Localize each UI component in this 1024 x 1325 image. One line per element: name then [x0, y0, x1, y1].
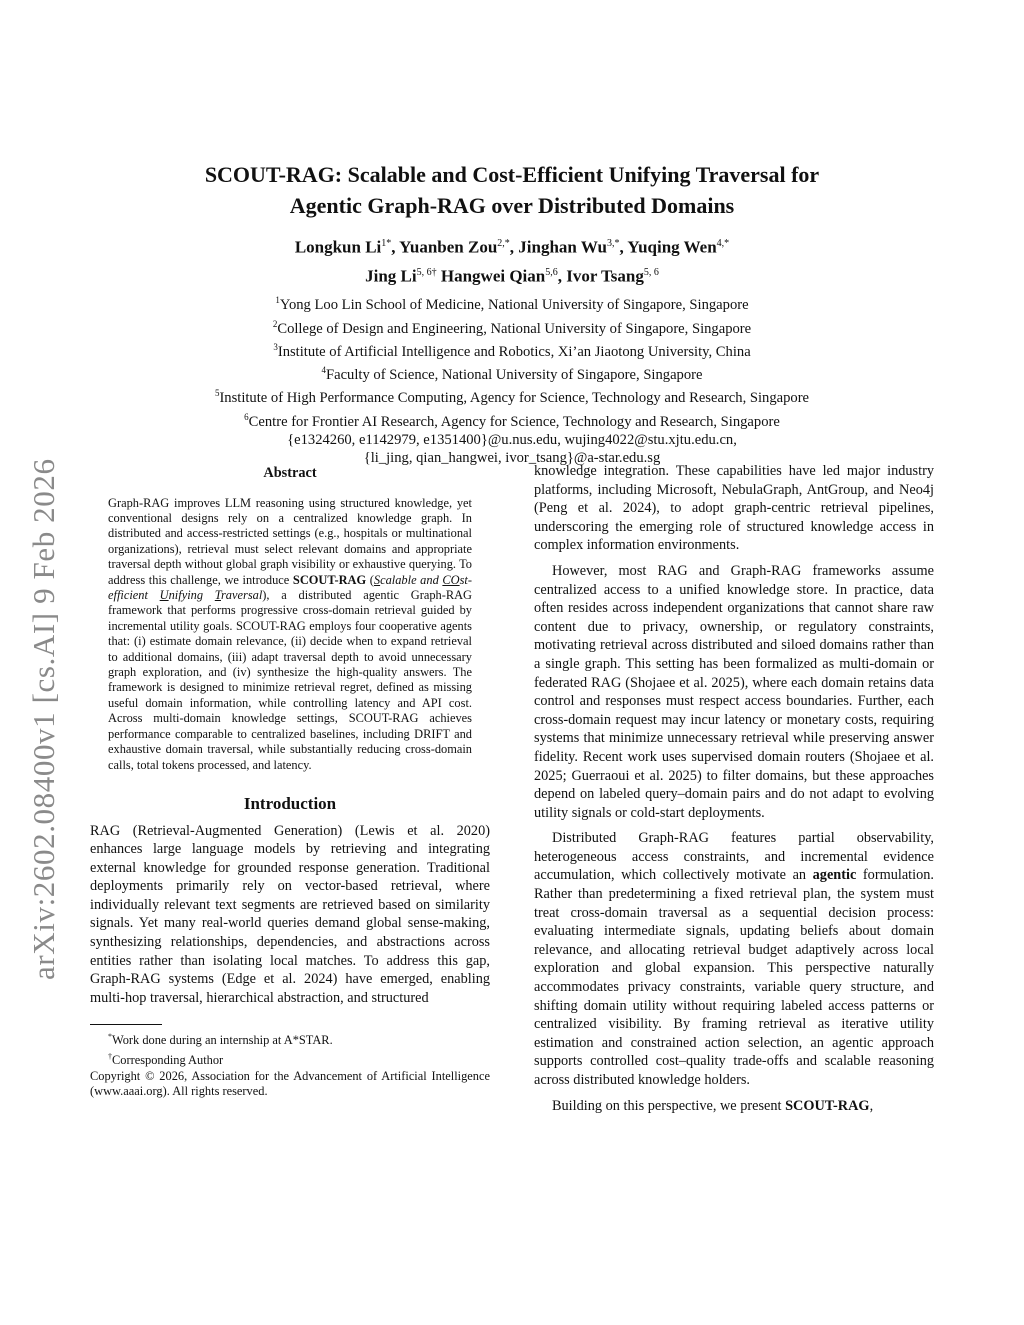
section-heading-introduction: Introduction	[243, 793, 337, 813]
framework-name: SCOUT-RAG	[785, 1097, 870, 1114]
author-sup: 4,*	[716, 238, 730, 249]
acronym-expansion: Scalable and COst-efficient Unifying Traversal	[108, 572, 472, 603]
left-column	[90, 462, 490, 1100]
abstract-heading: Abstract	[263, 465, 317, 481]
paper-title	[110, 159, 914, 221]
author-name: Longkun Li	[294, 237, 382, 257]
right-column	[534, 462, 934, 1122]
affiliation-text: Institute of High Performance Computing, Agency for Science, Technology and Research, Singapore	[219, 390, 810, 407]
affiliation	[110, 315, 914, 338]
body-paragraph: Building on this perspective, we present SCOUT-RAG,	[552, 1097, 874, 1114]
author-sup: 2,*	[497, 238, 510, 249]
affiliation-sup: 2	[272, 318, 278, 329]
affiliation-sup: 4	[321, 365, 326, 376]
affiliation-sup: 6	[244, 411, 249, 422]
affiliation-sup: 3	[273, 341, 278, 352]
footnote: *Work done during an internship at A*STAR.	[108, 1032, 333, 1048]
author-list	[110, 231, 914, 288]
affiliation-text: College of Design and Engineering, National University of Singapore, Singapore	[277, 320, 752, 337]
body-paragraph: However, most RAG and Graph-RAG frameworks assume centralized access to a unified knowledge store. In practice, data often resides across independent organizations that cannot share raw content due to privacy, ownership, or regulatory constraints, motivating retrieval across distributed and siloed domains rather than a single graph. This setting has been formalized as multi-domain or federated RAG (Shojaee et al. 2025), where each domain retains data control and responses must respect access boundaries. Further, each cross-domain request may incur latency or monetary costs, requiring systems that minimize unnecessary retrieval while preserving answer fidelity. Recent work uses supervised domain routers (Shojaee et al. 2025; Guerraoui et al. 2025) to filter domains, but these approaches depend on labeled query–domain pairs and do not adapt to evolving utility signals or cold-start deployments.	[534, 562, 934, 821]
author-name: Hangwei Qian	[436, 266, 546, 286]
affiliation-text: Yong Loo Lin School of Medicine, National University of Singapore, Singapore	[279, 297, 749, 314]
author-sup: 5, 6	[643, 266, 659, 278]
author-line	[110, 231, 914, 260]
title-line: Agentic Graph-RAG over Distributed Domains	[289, 193, 735, 218]
copyright-notice: Copyright © 2026, Association for the Advancement of Artificial Intelligence (www.aaai.org). All rights reserved.	[90, 1068, 490, 1099]
title-line: SCOUT-RAG: Scalable and Cost-Efficient Unifying Traversal for	[204, 162, 820, 187]
emphasis-agentic: agentic	[812, 867, 857, 884]
affiliation	[110, 338, 914, 361]
author-sup: 5,6	[545, 266, 558, 278]
footnote-rule	[90, 1024, 162, 1025]
footnote: †Corresponding Author	[108, 1052, 224, 1068]
author-sup: 1*	[381, 238, 392, 249]
author-name: , Yuqing Wen	[619, 237, 717, 257]
affiliation-sup: 1	[275, 295, 280, 306]
author-name: Jing Li	[365, 266, 417, 286]
author-sup: 3,*	[606, 238, 620, 249]
framework-name: SCOUT-RAG	[292, 572, 367, 587]
author-line	[110, 260, 914, 289]
arxiv-side-stamp: arXiv:2602.08400v1 [cs.AI] 9 Feb 2026	[26, 458, 61, 980]
author-sup: 5, 6†	[416, 266, 437, 278]
affiliation-list	[110, 291, 914, 467]
author-name: , Ivor Tsang	[557, 266, 644, 286]
body-paragraph: Distributed Graph-RAG features partial observability, heterogeneous access constraints, and incremental evidence accumulation, which collectively motivate an agentic formulation. Rather than predetermining a fixed retrieval plan, the system must treat cross-domain traversal as a sequential decision process: evaluating intermediate signals, updating beliefs about domain relevance, and allocating retrieval budget adaptively across local exploration and global expansion. This perspective naturally accommodates privacy constraints, variable query structure, and shifting domain utility without requiring labeled access patterns or centralized visibility. By framing retrieval as iterative utility estimation and constrained action selection, an agentic approach supports controlled cost–quality trade-offs and scalable reasoning across distributed knowledge holders.	[534, 830, 934, 1088]
affiliation-sup: 5	[214, 388, 220, 399]
abstract-text: Graph-RAG improves LLM reasoning using structured knowledge, yet conventional designs rely on a centralized knowledge graph. In distributed and access-restricted settings (e.g., hospitals or multinational organizations), retrieval must select relevant domains and appropriate traversal depth without global graph visibility or exhaustive querying. To address this challenge, we introduce SCOUT-RAG (Scalable and COst-efficient Unifying Traversal), a distributed agentic Graph-RAG framework that performs progressive cross-domain retrieval guided by incremental utility goals. SCOUT-RAG employs four cooperative agents that: (i) estimate domain relevance, (ii) decide when to expand retrieval to additional domains, (iii) adapt traversal depth to avoid unnecessary graph exploration, and (iv) synthesize the high-quality answers. The framework is designed to minimize retrieval regret, defined as missing useful domain information, while controlling latency and API cost. Across multi-domain knowledge settings, SCOUT-RAG achieves performance comparable to centralized baselines, including DRIFT and exhaustive domain traversal, while substantially reducing cross-domain calls, total tokens processed, and latency.	[108, 495, 472, 772]
body-paragraph: RAG (Retrieval-Augmented Generation) (Lewis et al. 2020) enhances large language models by retrieving and integrating external knowledge for grounded response generation. Traditional deployments primarily rely on vector-based retrieval, where individually relevant text segments are retrieved based on similarity signals. Yet many real-world queries demand global sense-making, synthesizing relationships, dependencies, and abstractions across entities rather than isolating local matches. To address this gap, Graph-RAG systems (Edge et al. 2024) have emerged, enabling multi-hop traversal, hierarchical abstraction, and structured	[90, 822, 490, 1006]
body-paragraph: knowledge integration. These capabilities have led major industry platforms, including Microsoft, NebulaGraph, AntGroup, and Neo4j (Peng et al. 2024), to adopt graph-centric retrieval pipelines, underscoring the emerging role of structured knowledge access in complex information environments.	[534, 463, 934, 554]
affiliation-text: Institute of Artificial Intelligence and Robotics, Xi’an Jiaotong University, China	[277, 343, 751, 360]
paper-header	[110, 159, 914, 468]
affiliation	[110, 384, 914, 407]
affiliation-text: Faculty of Science, National University of Singapore, Singapore	[325, 366, 703, 383]
author-name: , Jinghan Wu	[509, 237, 607, 257]
affiliation	[110, 408, 914, 431]
affiliation-text: Centre for Frontier AI Research, Agency for Science, Technology and Research, Singapore	[248, 413, 780, 430]
affiliation	[110, 361, 914, 384]
author-name: , Yuanben Zou	[391, 237, 498, 257]
email-line: {e1324260, e1142979, e1351400}@u.nus.edu, wujing4022@stu.xjtu.edu.cn,	[287, 431, 737, 448]
email-line: {li_jing, qian_hangwei, ivor_tsang}@a-star.edu.sg	[363, 450, 661, 467]
affiliation	[110, 291, 914, 314]
